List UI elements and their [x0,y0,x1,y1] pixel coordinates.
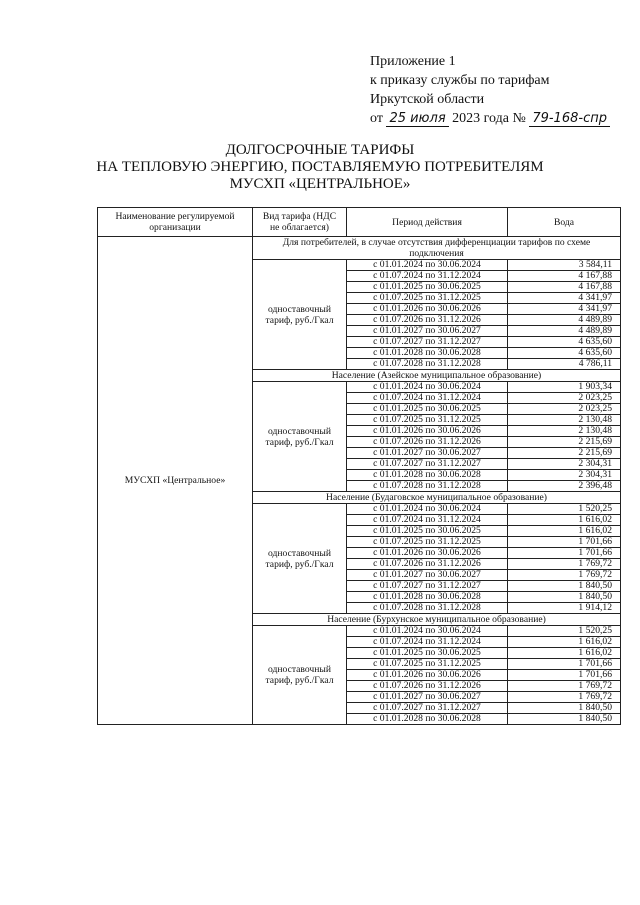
period-cell: с 01.07.2026 по 31.12.2026 [347,315,508,326]
water-value-cell: 2 023,25 [508,404,621,415]
period-cell: с 01.07.2026 по 31.12.2026 [347,437,508,448]
title-line-2: НА ТЕПЛОВУЮ ЭНЕРГИЮ, ПОСТАВЛЯЕМУЮ ПОТРЕБИТЕЛЯМ [96,159,544,175]
period-cell: с 01.07.2024 по 31.12.2024 [347,637,508,648]
period-cell: с 01.07.2024 по 31.12.2024 [347,393,508,404]
title-line-1: ДОЛГОСРОЧНЫЕ ТАРИФЫ [225,142,415,158]
period-cell: с 01.01.2028 по 30.06.2028 [347,470,508,481]
tariff-type-cell: одноставочный тариф, руб./Гкал [253,260,347,370]
table-body [98,237,621,725]
period-cell: с 01.07.2025 по 31.12.2025 [347,293,508,304]
period-cell: с 01.01.2025 по 30.06.2025 [347,404,508,415]
header-water: Вода [508,208,621,237]
water-value-cell: 1 769,72 [508,570,621,581]
period-cell: с 01.01.2025 по 30.06.2025 [347,526,508,537]
period-cell: с 01.07.2028 по 31.12.2028 [347,359,508,370]
water-value-cell: 4 341,97 [508,293,621,304]
tariff-table [97,207,621,725]
period-cell: с 01.01.2026 по 30.06.2026 [347,548,508,559]
water-value-cell: 2 130,48 [508,426,621,437]
water-value-cell: 4 167,88 [508,271,621,282]
water-value-cell: 1 701,66 [508,659,621,670]
tariff-type-cell: одноставочный тариф, руб./Гкал [253,382,347,492]
water-value-cell: 1 520,25 [508,626,621,637]
water-value-cell: 4 341,97 [508,304,621,315]
title-line-3: МУСХП «ЦЕНТРАЛЬНОЕ» [229,176,411,192]
water-value-cell: 1 769,72 [508,681,621,692]
appendix-line-3: Иркутской области [370,92,485,107]
period-cell: с 01.01.2024 по 30.06.2024 [347,382,508,393]
appendix-line-2: к приказу службы по тарифам [370,73,550,88]
period-cell: с 01.07.2027 по 31.12.2027 [347,337,508,348]
section-title: Население (Будаговское муниципальное образование) [253,492,621,504]
water-value-cell: 2 396,48 [508,481,621,492]
water-value-cell: 2 023,25 [508,393,621,404]
water-value-cell: 1 840,50 [508,714,621,725]
water-value-cell: 4 635,60 [508,337,621,348]
water-value-cell: 1 769,72 [508,692,621,703]
header-org: Наименование регулируемой организации [98,208,253,237]
water-value-cell: 1 616,02 [508,648,621,659]
water-value-cell: 1 616,02 [508,526,621,537]
document-title [0,142,640,193]
period-cell: с 01.07.2027 по 31.12.2027 [347,703,508,714]
section-row [98,237,621,260]
period-cell: с 01.01.2028 по 30.06.2028 [347,592,508,603]
water-value-cell: 2 304,31 [508,470,621,481]
water-value-cell: 4 786,11 [508,359,621,370]
period-cell: с 01.01.2024 по 30.06.2024 [347,626,508,637]
period-cell: с 01.01.2028 по 30.06.2028 [347,714,508,725]
period-cell: с 01.01.2024 по 30.06.2024 [347,504,508,515]
tariff-type-cell: одноставочный тариф, руб./Гкал [253,504,347,614]
appendix-block [370,52,638,128]
period-cell: с 01.01.2027 по 30.06.2027 [347,448,508,459]
period-cell: с 01.01.2026 по 30.06.2026 [347,426,508,437]
period-cell: с 01.01.2027 по 30.06.2027 [347,692,508,703]
water-value-cell: 3 584,11 [508,260,621,271]
water-value-cell: 1 840,50 [508,592,621,603]
header-type: Вид тарифа (НДС не облагается) [253,208,347,237]
appendix-line-1: Приложение 1 [370,54,456,69]
water-value-cell: 1 701,66 [508,670,621,681]
water-value-cell: 4 635,60 [508,348,621,359]
water-value-cell: 4 489,89 [508,326,621,337]
water-value-cell: 1 840,50 [508,581,621,592]
water-value-cell: 1 840,50 [508,703,621,714]
period-cell: с 01.07.2027 по 31.12.2027 [347,581,508,592]
period-cell: с 01.07.2025 по 31.12.2025 [347,415,508,426]
header-period: Период действия [347,208,508,237]
period-cell: с 01.01.2025 по 30.06.2025 [347,648,508,659]
period-cell: с 01.07.2028 по 31.12.2028 [347,603,508,614]
period-cell: с 01.07.2024 по 31.12.2024 [347,515,508,526]
period-cell: с 01.01.2027 по 30.06.2027 [347,326,508,337]
water-value-cell: 1 903,34 [508,382,621,393]
water-value-cell: 1 769,72 [508,559,621,570]
period-cell: с 01.01.2024 по 30.06.2024 [347,260,508,271]
period-cell: с 01.01.2026 по 30.06.2026 [347,304,508,315]
water-value-cell: 1 701,66 [508,537,621,548]
period-cell: с 01.01.2025 по 30.06.2025 [347,282,508,293]
period-cell: с 01.01.2028 по 30.06.2028 [347,348,508,359]
water-value-cell: 2 215,69 [508,437,621,448]
organization-cell: МУСХП «Центральное» [98,237,253,725]
water-value-cell: 1 616,02 [508,637,621,648]
section-title: Население (Бурхунское муниципальное образование) [253,614,621,626]
period-cell: с 01.07.2026 по 31.12.2026 [347,681,508,692]
period-cell: с 01.07.2028 по 31.12.2028 [347,481,508,492]
date-prefix: от [370,111,383,126]
water-value-cell: 2 304,31 [508,459,621,470]
water-value-cell: 4 167,88 [508,282,621,293]
period-cell: с 01.07.2026 по 31.12.2026 [347,559,508,570]
period-cell: с 01.07.2025 по 31.12.2025 [347,537,508,548]
handwritten-date: 25 июля [386,111,448,127]
period-cell: с 01.01.2027 по 30.06.2027 [347,570,508,581]
water-value-cell: 4 489,89 [508,315,621,326]
year-text: 2023 года № [452,111,526,126]
period-cell: с 01.07.2025 по 31.12.2025 [347,659,508,670]
table-header-row [98,208,621,237]
water-value-cell: 1 616,02 [508,515,621,526]
water-value-cell: 1 520,25 [508,504,621,515]
section-title: Население (Азейское муниципальное образование) [253,370,621,382]
period-cell: с 01.01.2026 по 30.06.2026 [347,670,508,681]
water-value-cell: 2 215,69 [508,448,621,459]
water-value-cell: 1 914,12 [508,603,621,614]
section-title: Для потребителей, в случае отсутствия дифференциации тарифов по схеме подключения [253,237,621,260]
water-value-cell: 1 701,66 [508,548,621,559]
tariff-type-cell: одноставочный тариф, руб./Гкал [253,626,347,725]
handwritten-number: 79-168-спр [529,111,610,127]
appendix-date-line [370,109,638,128]
period-cell: с 01.07.2027 по 31.12.2027 [347,459,508,470]
period-cell: с 01.07.2024 по 31.12.2024 [347,271,508,282]
water-value-cell: 2 130,48 [508,415,621,426]
